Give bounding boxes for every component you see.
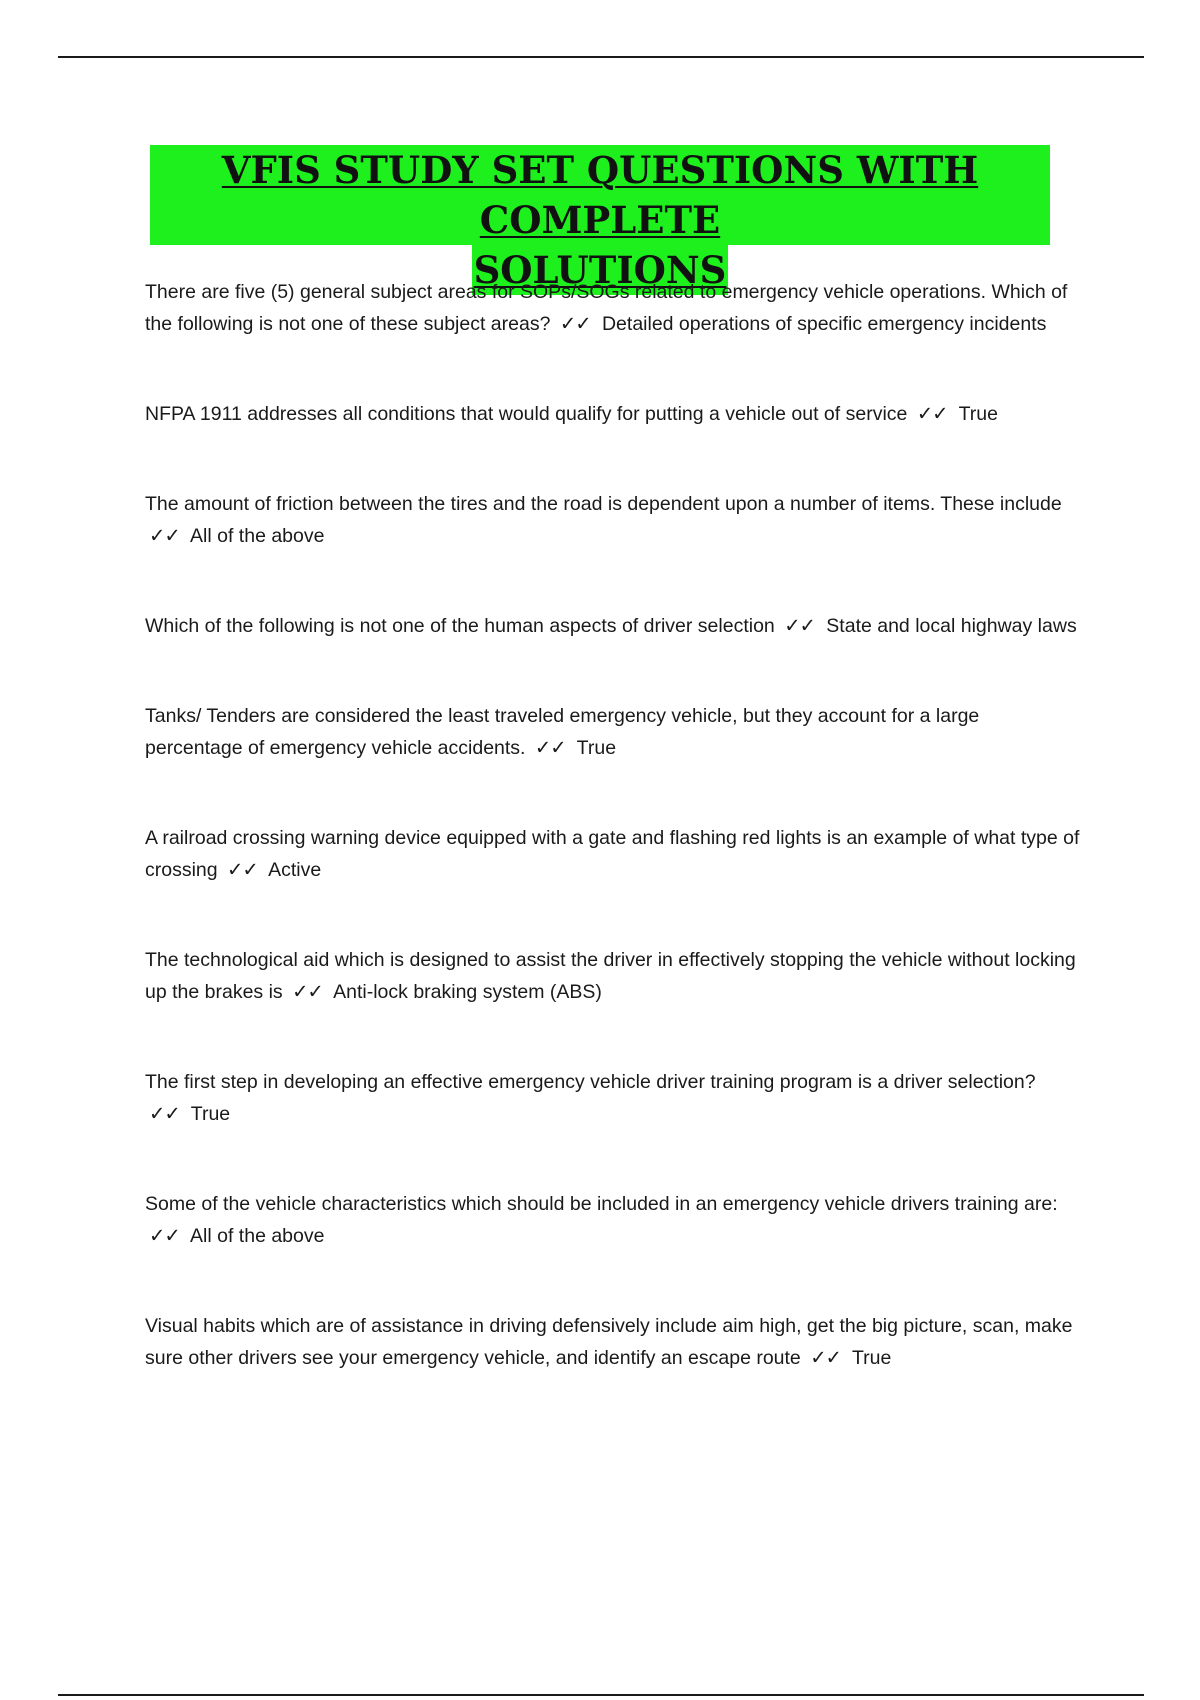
qa-item <box>145 276 1080 340</box>
qa-item <box>145 822 1080 886</box>
answer-text: Detailed operations of specific emergency incidents <box>601 313 1047 335</box>
answer-text: Active <box>268 859 322 881</box>
double-check-icon: ✓✓ <box>559 312 591 335</box>
qa-item <box>145 1310 1080 1374</box>
double-check-icon: ✓✓ <box>916 402 948 425</box>
qa-item <box>145 700 1080 764</box>
double-check-icon: ✓✓ <box>534 736 566 759</box>
question-text: The amount of friction between the tires and the road is dependent upon a number of items. These include <box>145 493 1062 515</box>
title-line-2: SOLUTIONS <box>472 245 729 295</box>
question-text: There are five (5) general subject areas for SOPs/SOGs related to emergency vehicle operations. Which of the following is not one of these subject areas? <box>145 281 1068 335</box>
qa-item <box>145 398 1080 430</box>
qa-item <box>145 1066 1080 1130</box>
double-check-icon: ✓✓ <box>149 1224 180 1247</box>
question-text: Which of the following is not one of the human aspects of driver selection <box>145 615 775 637</box>
question-text: Tanks/ Tenders are considered the least traveled emergency vehicle, but they account for a large percentage of emergency vehicle accidents. <box>145 705 980 759</box>
question-text: The technological aid which is designed to assist the driver in effectively stopping the vehicle without locking up the brakes is <box>145 949 1076 1003</box>
question-text: The first step in developing an effective emergency vehicle driver training program is a driver selection? <box>145 1071 1036 1093</box>
top-rule <box>58 56 1144 58</box>
qa-item <box>145 488 1080 552</box>
answer-text: True <box>190 1103 231 1125</box>
question-text: NFPA 1911 addresses all conditions that would qualify for putting a vehicle out of service <box>145 403 908 425</box>
answer-text: State and local highway laws <box>826 615 1077 637</box>
answer-text: All of the above <box>190 1225 325 1247</box>
answer-text: True <box>851 1347 892 1369</box>
qa-list <box>145 276 1080 1374</box>
answer-text: True <box>958 403 998 425</box>
qa-item <box>145 1188 1080 1252</box>
document-title <box>150 145 1050 295</box>
bottom-rule <box>58 1694 1144 1696</box>
title-line-1: VFIS STUDY SET QUESTIONS WITH COMPLETE <box>150 145 1050 245</box>
double-check-icon: ✓✓ <box>149 1102 180 1125</box>
double-check-icon: ✓✓ <box>149 524 180 547</box>
answer-text: True <box>576 737 617 759</box>
qa-item <box>145 610 1080 642</box>
double-check-icon: ✓✓ <box>784 614 815 637</box>
qa-item <box>145 944 1080 1008</box>
double-check-icon: ✓✓ <box>227 858 258 881</box>
question-text: Some of the vehicle characteristics which should be included in an emergency vehicle drivers training are: <box>145 1193 1058 1215</box>
answer-text: Anti-lock braking system (ABS) <box>333 981 602 1003</box>
question-text: Visual habits which are of assistance in driving defensively include aim high, get the big picture, scan, make sure other drivers see your emergency vehicle, and identify an escape route <box>145 1315 1073 1369</box>
question-text: A railroad crossing warning device equipped with a gate and flashing red lights is an example of what type of crossing <box>145 827 1080 881</box>
double-check-icon: ✓✓ <box>292 980 323 1003</box>
answer-text: All of the above <box>190 525 325 547</box>
double-check-icon: ✓✓ <box>810 1346 841 1369</box>
